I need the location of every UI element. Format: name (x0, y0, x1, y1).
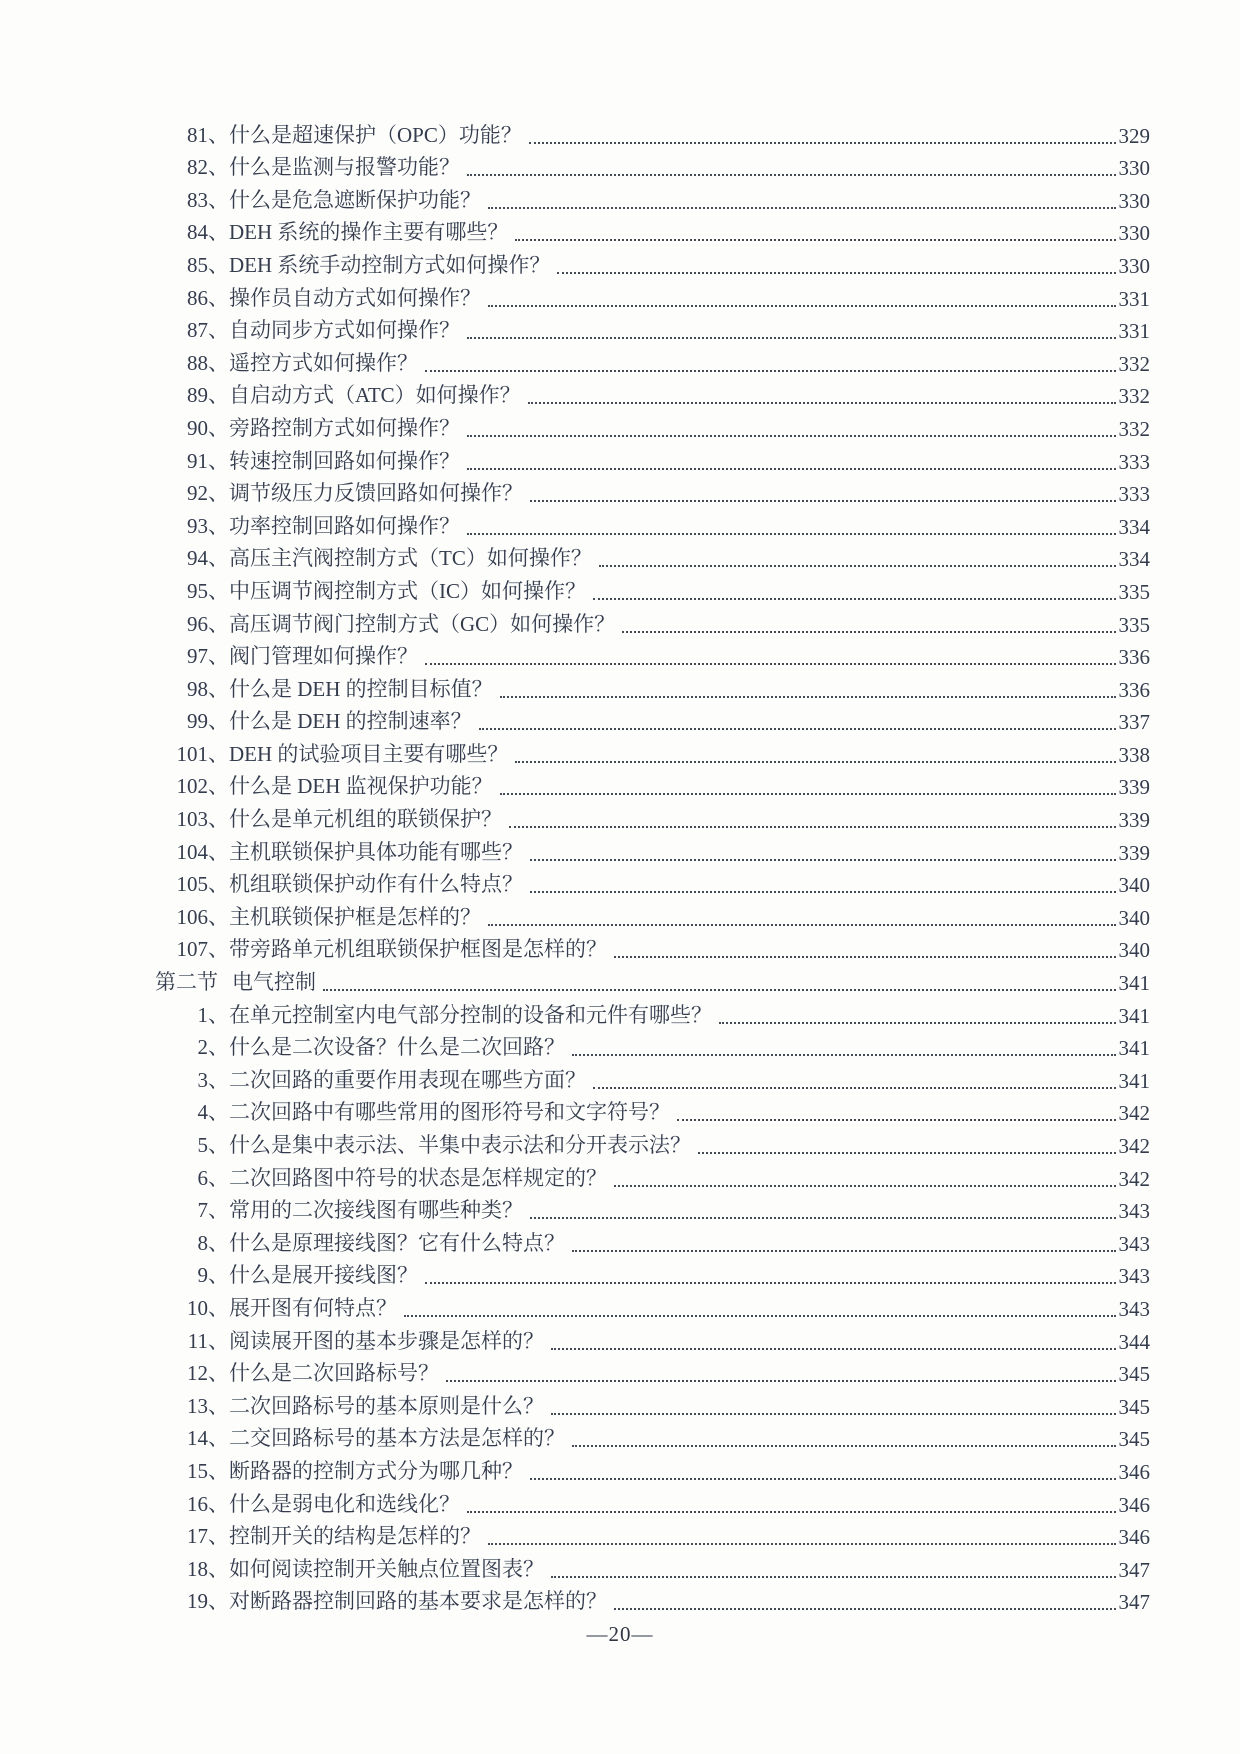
toc-entry-title: 什么是展开接线图？ (229, 1263, 418, 1288)
dot-leader (530, 500, 1116, 502)
toc-entry-page: 341 (1118, 1068, 1150, 1093)
toc-entry-page: 344 (1118, 1329, 1150, 1354)
dot-leader (551, 1576, 1116, 1578)
dot-leader (488, 924, 1116, 926)
toc-entry-number: 102、 (176, 774, 229, 799)
toc-entry-title: 阀门管理如何操作？ (229, 644, 418, 669)
toc-entry (155, 344, 1150, 377)
dot-leader (467, 174, 1116, 176)
dot-leader (593, 598, 1116, 600)
toc-entry (155, 833, 1150, 866)
toc-entry-title: 什么是集中表示法、半集中表示法和分开表示法？ (229, 1133, 691, 1157)
toc-entry (155, 1029, 1150, 1062)
dot-leader (404, 1315, 1116, 1317)
toc-entry-number: 88、 (187, 350, 229, 375)
toc-entry (155, 1420, 1150, 1453)
dot-leader (515, 239, 1115, 241)
dot-leader (425, 370, 1116, 372)
toc-entry (155, 1126, 1150, 1159)
dot-leader (551, 1348, 1116, 1350)
toc-entry (155, 1387, 1150, 1420)
toc-section-entry (155, 963, 1150, 996)
toc-entry-title: 什么是监测与报警功能？ (229, 155, 460, 180)
toc-entry-page: 332 (1118, 351, 1150, 376)
toc-entry-page: 342 (1118, 1134, 1150, 1158)
dot-leader (572, 1445, 1116, 1447)
toc-entry-title: 什么是 DEH 的控制目标值？ (229, 676, 493, 701)
toc-entry-page: 330 (1118, 253, 1150, 278)
dot-leader (467, 1511, 1116, 1513)
toc-entry-title: 主机联锁保护具体功能有哪些？ (229, 839, 523, 864)
dot-leader (614, 1185, 1116, 1187)
toc-entry-title: 断路器的控制方式分为哪几种？ (229, 1458, 523, 1483)
toc-entry-title: 主机联锁保护框是怎样的？ (229, 904, 481, 929)
toc-entry-page: 345 (1118, 1362, 1150, 1387)
toc-entry-title: 遥控方式如何操作？ (229, 350, 418, 375)
toc-entry-page: 347 (1118, 1590, 1150, 1615)
toc-entry-title: 二次回路中有哪些常用的图形符号和文字符号？ (229, 1100, 670, 1125)
toc-entry-title: 中压调节阀控制方式（IC）如何操作？ (229, 578, 586, 603)
dot-leader (593, 1087, 1116, 1089)
dot-leader (488, 207, 1116, 209)
dot-leader (599, 565, 1116, 567)
dot-leader (530, 1478, 1116, 1480)
toc-entry-title: 什么是 DEH 监视保护功能？ (229, 774, 493, 799)
toc-entry-number: 105、 (176, 872, 229, 897)
dot-leader (698, 1152, 1116, 1154)
toc-entry (155, 312, 1150, 345)
dot-leader (677, 1119, 1116, 1121)
toc-entry-title: 什么是超速保护（OPC）功能？ (229, 122, 522, 147)
toc-entry-title: 功率控制回路如何操作？ (229, 513, 460, 538)
toc-entry-number: 86、 (187, 285, 229, 310)
toc-entry-page: 345 (1118, 1427, 1150, 1452)
toc-entry (155, 246, 1150, 279)
toc-entry-number: 9、 (197, 1263, 229, 1288)
toc-entry-number: 93、 (187, 513, 229, 538)
dot-leader (515, 761, 1115, 763)
toc-entry-title: 如何阅读控制开关触点位置图表？ (229, 1556, 544, 1581)
toc-entry-title: 旁路控制方式如何操作？ (229, 415, 460, 440)
toc-entry (155, 409, 1150, 442)
dot-leader (551, 1413, 1116, 1415)
toc-entry-title: 转速控制回路如何操作？ (229, 448, 460, 473)
toc-entry-page: 339 (1118, 808, 1150, 833)
toc-entry (155, 1355, 1150, 1388)
toc-entry (155, 996, 1150, 1029)
dot-leader (479, 728, 1116, 730)
toc-entry-number: 第二节 (155, 970, 218, 995)
toc-entry-number: 13、 (187, 1393, 229, 1418)
toc-entry-page: 347 (1118, 1557, 1150, 1582)
toc-entry-number: 18、 (187, 1556, 229, 1581)
toc-entry-number: 106、 (176, 904, 229, 929)
toc-entry-number: 97、 (187, 644, 229, 669)
dot-leader (323, 989, 1116, 991)
toc-entry-title: 在单元控制室内电气部分控制的设备和元件有哪些？ (229, 1002, 712, 1027)
toc-entry (155, 866, 1150, 899)
toc-entry-number: 6、 (197, 1165, 229, 1190)
toc-entry-page: 329 (1118, 123, 1150, 148)
toc-entry (155, 670, 1150, 703)
toc-entry (155, 768, 1150, 801)
toc-entry-number: 90、 (187, 415, 229, 440)
toc-entry-title: 什么是二次回路标号？ (229, 1361, 439, 1386)
toc-entry-number: 104、 (176, 839, 229, 864)
toc-entry-title: 什么是危急遮断保护功能？ (229, 187, 481, 212)
toc-entry-page: 336 (1118, 677, 1150, 702)
toc-entry-number: 8、 (197, 1230, 229, 1255)
page-number-footer: —20— (586, 1622, 654, 1646)
dot-leader (529, 142, 1116, 144)
toc-entry (155, 442, 1150, 475)
dot-leader (614, 956, 1116, 958)
toc-entry-number: 5、 (197, 1133, 229, 1157)
toc-entry-page: 341 (1118, 1036, 1150, 1061)
toc-entry-title: 二次回路的重要作用表现在哪些方面？ (229, 1067, 586, 1092)
toc-entry (155, 214, 1150, 247)
toc-entry-title: DEH 的试验项目主要有哪些？ (229, 741, 509, 766)
toc-entry-number: 96、 (187, 611, 229, 636)
toc-entry-number: 10、 (187, 1295, 229, 1320)
dot-leader (530, 1217, 1116, 1219)
toc-entry-number: 87、 (187, 318, 229, 343)
toc-entry-page: 334 (1118, 547, 1150, 572)
toc-entry-number: 85、 (187, 252, 229, 277)
dot-leader (425, 1282, 1116, 1284)
toc-entry (155, 1322, 1150, 1355)
toc-entry-number: 4、 (197, 1100, 229, 1125)
toc-entry-title: 高压调节阀门控制方式（GC）如何操作？ (229, 611, 616, 636)
toc-entry (155, 507, 1150, 540)
toc-entry-number: 17、 (187, 1524, 229, 1549)
toc-entry-number: 99、 (187, 709, 229, 734)
toc-entry (155, 735, 1150, 768)
toc-entry-title: 二次回路标号的基本原则是什么？ (229, 1393, 544, 1418)
toc-entry-page: 342 (1118, 1166, 1150, 1191)
toc-entry-number: 7、 (197, 1198, 229, 1223)
toc-entry-page: 345 (1118, 1394, 1150, 1419)
toc-entry (155, 1061, 1150, 1094)
dot-leader (467, 435, 1116, 437)
dot-leader (509, 826, 1116, 828)
toc-entry-number: 107、 (176, 937, 229, 962)
toc-entry-title: 常用的二次接线图有哪些种类？ (229, 1198, 523, 1223)
toc-entry (155, 1224, 1150, 1257)
toc-entry (155, 572, 1150, 605)
toc-entry (155, 1094, 1150, 1127)
toc-entry (155, 540, 1150, 573)
toc-entry-page: 336 (1118, 645, 1150, 670)
toc-entry (155, 279, 1150, 312)
toc-entry-page: 341 (1118, 1003, 1150, 1028)
dot-leader (500, 696, 1116, 698)
toc-entry-page: 333 (1118, 449, 1150, 474)
toc-entry-page: 343 (1118, 1264, 1150, 1289)
toc-entry-title: 带旁路单元机组联锁保护框图是怎样的？ (229, 937, 607, 962)
toc-entry (155, 605, 1150, 638)
toc-entry-page: 339 (1118, 840, 1150, 865)
toc-entry-number: 103、 (176, 807, 229, 832)
toc-entry (155, 377, 1150, 410)
toc-entry-page: 335 (1118, 612, 1150, 637)
toc-entry-title: 什么是原理接线图？它有什么特点？ (229, 1230, 565, 1255)
toc-entry-number: 11、 (187, 1328, 229, 1353)
toc-entry-page: 343 (1118, 1199, 1150, 1224)
toc-entry-title: 操作员自动方式如何操作？ (229, 285, 481, 310)
toc-entry (155, 1485, 1150, 1518)
toc-entry-page: 333 (1118, 482, 1150, 507)
toc-entry-page: 331 (1118, 319, 1150, 344)
toc-entry-title: DEH 系统的操作主要有哪些？ (229, 220, 509, 245)
dot-leader (557, 272, 1115, 274)
toc-entry (155, 638, 1150, 671)
toc-entry-page: 343 (1118, 1296, 1150, 1321)
dot-leader (614, 1608, 1116, 1610)
toc-entry (155, 1289, 1150, 1322)
toc-entry-number: 15、 (187, 1458, 229, 1483)
toc-entry-page: 340 (1118, 873, 1150, 898)
toc-entry (155, 475, 1150, 508)
dot-leader (425, 663, 1116, 665)
toc-entry (155, 181, 1150, 214)
toc-entry (155, 800, 1150, 833)
dot-leader (530, 891, 1116, 893)
toc-entry-page: 342 (1118, 1101, 1150, 1126)
toc-entry-title: 机组联锁保护动作有什么特点？ (229, 872, 523, 897)
toc-entry-number: 95、 (187, 578, 229, 603)
dot-leader (719, 1022, 1116, 1024)
dot-leader (467, 468, 1116, 470)
toc-entry (155, 898, 1150, 931)
toc-entry-number: 91、 (187, 448, 229, 473)
dot-leader (500, 793, 1116, 795)
toc-entry (155, 1518, 1150, 1551)
toc-entry-title: 控制开关的结构是怎样的？ (229, 1524, 481, 1549)
toc-entry-title: 什么是二次设备？什么是二次回路？ (229, 1035, 565, 1060)
toc-entry-number: 89、 (187, 383, 229, 408)
toc-entry-number: 1、 (197, 1002, 229, 1027)
toc-entry-title: 电气控制 (232, 970, 316, 995)
toc-entry-number: 82、 (187, 155, 229, 180)
dot-leader (622, 631, 1115, 633)
toc-entry (155, 1583, 1150, 1616)
toc-entry (155, 1452, 1150, 1485)
toc-entry-number: 12、 (187, 1361, 229, 1386)
toc-entry-number: 98、 (187, 676, 229, 701)
toc-entry-page: 346 (1118, 1459, 1150, 1484)
toc-entry-page: 331 (1118, 286, 1150, 311)
toc-entry-page: 346 (1118, 1525, 1150, 1550)
toc-entry-title: DEH 系统手动控制方式如何操作？ (229, 252, 551, 277)
toc-entry-number: 19、 (187, 1589, 229, 1614)
toc-entry-number: 14、 (187, 1426, 229, 1451)
toc-entry-page: 335 (1118, 579, 1150, 604)
toc-entry-page: 340 (1118, 938, 1150, 963)
toc-entry-title: 展开图有何特点？ (229, 1295, 397, 1320)
toc-entry-number: 3、 (197, 1067, 229, 1092)
dot-leader (572, 1250, 1116, 1252)
toc-entry-page: 330 (1118, 156, 1150, 181)
toc-entry-title: 什么是弱电化和选线化？ (229, 1491, 460, 1516)
toc-entry-title: 阅读展开图的基本步骤是怎样的？ (229, 1328, 544, 1353)
toc-entry (155, 931, 1150, 964)
toc-entry-title: 调节级压力反馈回路如何操作？ (229, 481, 523, 506)
toc-entry-title: 高压主汽阀控制方式（TC）如何操作？ (229, 546, 592, 571)
toc-entry-page: 346 (1118, 1492, 1150, 1517)
dot-leader (467, 533, 1116, 535)
toc-entry-page: 340 (1118, 905, 1150, 930)
dot-leader (488, 1543, 1116, 1545)
toc-entry (155, 149, 1150, 182)
toc-entry-page: 334 (1118, 514, 1150, 539)
table-of-contents (155, 116, 1150, 1615)
toc-entry-page: 330 (1118, 188, 1150, 213)
toc-entry-number: 81、 (187, 122, 229, 147)
toc-entry-title: 自启动方式（ATC）如何操作？ (229, 383, 521, 408)
dot-leader (572, 1054, 1116, 1056)
toc-entry-page: 337 (1118, 710, 1150, 735)
toc-entry-number: 2、 (197, 1035, 229, 1060)
toc-entry-page: 343 (1118, 1231, 1150, 1256)
toc-entry-page: 332 (1118, 416, 1150, 441)
toc-entry-number: 92、 (187, 481, 229, 506)
dot-leader (488, 305, 1116, 307)
toc-entry-title: 二次回路图中符号的状态是怎样规定的？ (229, 1165, 607, 1190)
dot-leader (446, 1380, 1116, 1382)
toc-entry (155, 1550, 1150, 1583)
toc-entry-number: 101、 (176, 741, 229, 766)
toc-entry-number: 83、 (187, 187, 229, 212)
toc-entry-title: 什么是 DEH 的控制速率？ (229, 709, 472, 734)
toc-entry-title: 二交回路标号的基本方法是怎样的？ (229, 1426, 565, 1451)
toc-entry (155, 703, 1150, 736)
toc-entry (155, 1192, 1150, 1225)
toc-entry-title: 什么是单元机组的联锁保护？ (229, 807, 502, 832)
toc-entry-title: 自动同步方式如何操作？ (229, 318, 460, 343)
toc-entry-page: 332 (1118, 384, 1150, 409)
toc-entry (155, 1159, 1150, 1192)
toc-entry-page: 339 (1118, 775, 1150, 800)
toc-entry-number: 94、 (187, 546, 229, 571)
toc-entry-number: 84、 (187, 220, 229, 245)
toc-entry (155, 1257, 1150, 1290)
toc-entry-number: 16、 (187, 1491, 229, 1516)
toc-entry (155, 116, 1150, 149)
dot-leader (467, 337, 1116, 339)
toc-entry-page: 338 (1118, 742, 1150, 767)
toc-entry-page: 341 (1118, 971, 1150, 996)
dot-leader (530, 859, 1116, 861)
toc-entry-title: 对断路器控制回路的基本要求是怎样的？ (229, 1589, 607, 1614)
toc-entry-page: 330 (1118, 221, 1150, 246)
dot-leader (528, 402, 1116, 404)
